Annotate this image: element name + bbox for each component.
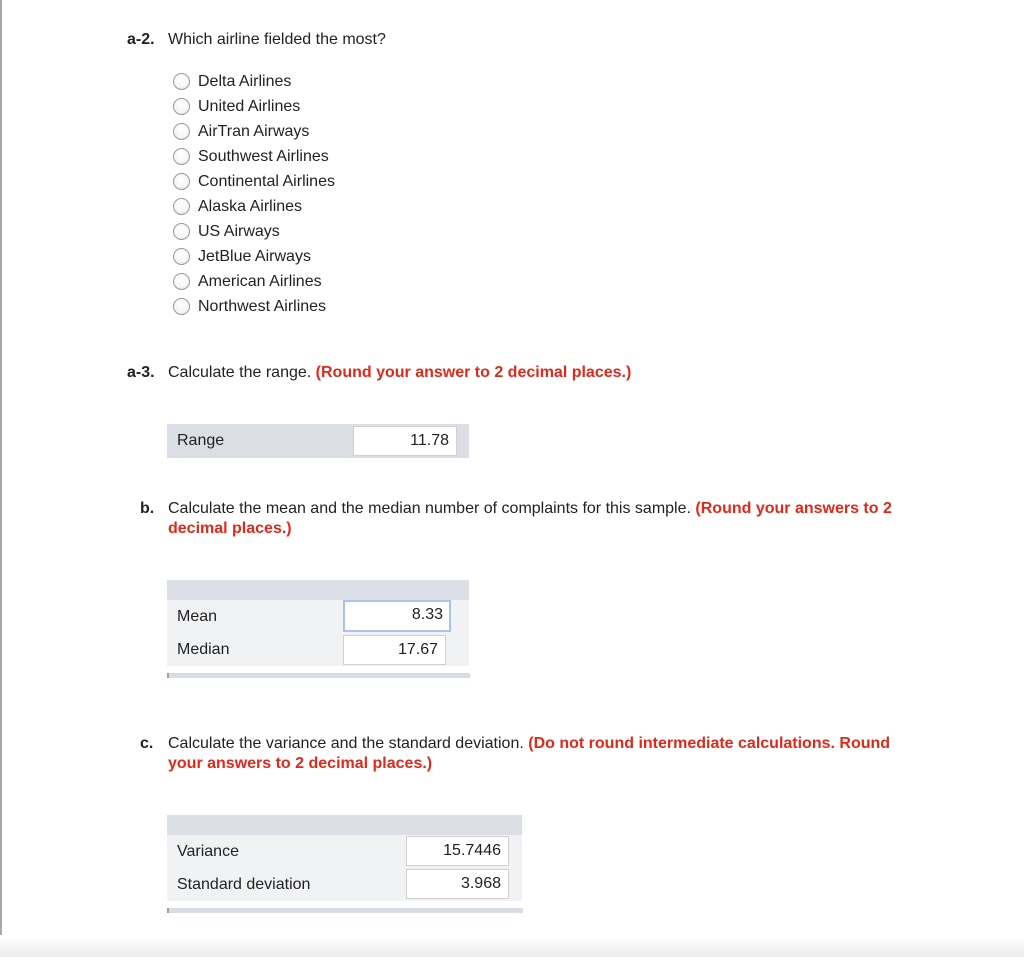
option-label: Alaska Airlines [198,198,303,215]
variance-std-table [167,815,523,919]
median-label: Median [177,641,230,658]
rounding-instruction: (Round your answer to 2 decimal places.) [315,364,632,381]
question-text: Calculate the range. [168,364,312,381]
radio-button[interactable] [173,173,190,190]
radio-button[interactable] [173,73,190,90]
option-label: Continental Airlines [198,173,335,190]
mean-label: Mean [177,608,218,625]
radio-button[interactable] [173,298,190,315]
question-number: a-3. [127,364,155,381]
table-scrollbar[interactable] [167,908,523,913]
table-header [167,580,469,600]
page-left-border [0,0,2,957]
radio-button[interactable] [173,273,190,290]
variance-label: Variance [177,843,239,860]
page-bottom-edge [0,935,1024,957]
range-label: Range [177,432,225,449]
mean-median-table [167,580,470,684]
radio-button[interactable] [173,198,190,215]
rounding-instruction: (Round your answers to 2 [695,500,892,517]
rounding-instruction: (Do not round intermediate calculations. Round [528,735,891,752]
radio-button[interactable] [173,223,190,240]
table-header [167,815,522,835]
question-number: c. [140,735,154,752]
range-input[interactable]: 11.78 [353,426,457,456]
option-label: Delta Airlines [198,73,292,90]
option-label: Southwest Airlines [198,148,329,165]
table-scrollbar[interactable] [167,673,470,678]
rounding-instruction-continued: decimal places.) [168,520,292,537]
std-input[interactable]: 3.968 [406,869,509,899]
question-a2 [127,30,727,52]
question-a3 [127,363,827,385]
radio-button[interactable] [173,248,190,265]
range-table [167,424,469,458]
std-label: Standard deviation [177,876,311,893]
question-b [140,499,960,543]
option-label: American Airlines [198,273,322,290]
option-label: JetBlue Airways [198,248,311,265]
question-number: b. [140,500,155,517]
question-number: a-2. [127,31,155,48]
radio-button[interactable] [173,148,190,165]
question-text: Which airline fielded the most? [168,31,386,48]
option-label: AirTran Airways [198,123,310,140]
question-text: Calculate the mean and the median number of complaints for this sample. [168,500,691,517]
question-c [140,734,960,778]
rounding-instruction-continued: your answers to 2 decimal places.) [168,755,433,772]
question-text: Calculate the variance and the standard deviation. [168,735,524,752]
option-label: United Airlines [198,98,301,115]
radio-button[interactable] [173,98,190,115]
option-label: US Airways [198,223,280,240]
option-label: Northwest Airlines [198,298,327,315]
radio-button[interactable] [173,123,190,140]
median-input[interactable]: 17.67 [343,635,446,665]
mean-input[interactable]: 8.33 [343,600,451,632]
variance-input[interactable]: 15.7446 [406,836,509,866]
